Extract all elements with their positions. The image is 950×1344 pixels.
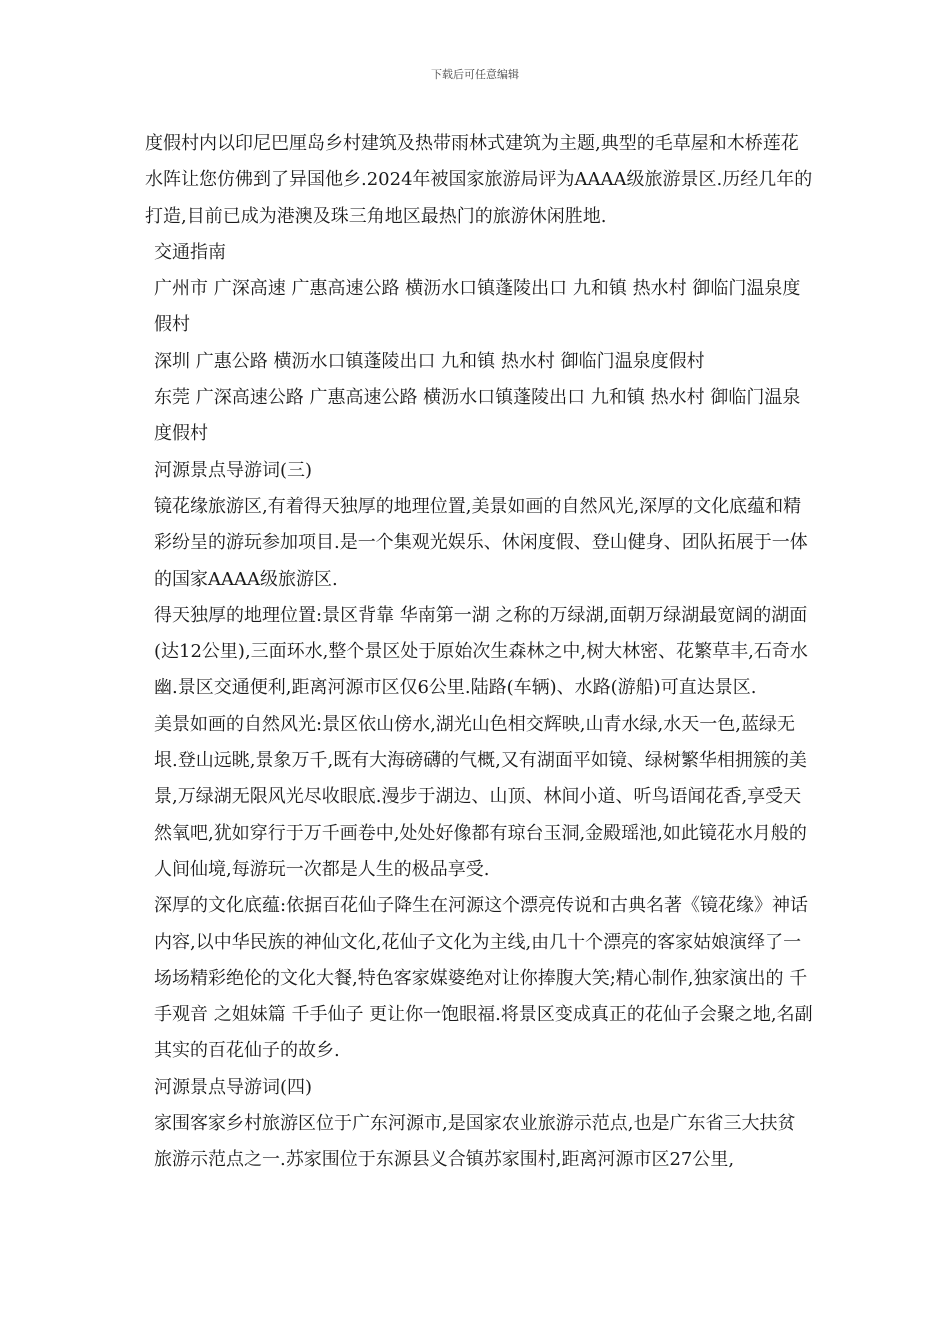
paragraph-sujiawei: 家围客家乡村旅游区位于广东河源市,是国家农业旅游示范点,也是广东省三大扶贫旅游示范点之一.苏家围位于东源县义合镇苏家围村,距离河源市区27公里, [154,1113,796,1171]
route-guangzhou: 广州市 广深高速 广惠高速公路 横沥水口镇蓬陵出口 九和镇 热水村 御临门温泉度假村 [154,278,801,336]
paragraph-location: 得天独厚的地理位置:景区背靠 华南第一湖 之称的万绿湖,面朝万绿湖最宽阔的湖面(达12公里),三面环水,整个景区处于原始次生森林之中,树大林密、花繁草丰,石奇水幽.景区交通便利,距离河源市区仅6公里.陆路(车辆)、水路(游船)可直达景区. [154,604,808,699]
paragraph-jinghuayuan-intro: 镜花缘旅游区,有着得天独厚的地理位置,美景如画的自然风光,深厚的文化底蕴和精彩纷呈的游玩参加项目.是一个集观光娱乐、休闲度假、登山健身、团队拓展于一体的国家AAAA级旅游区. [154,495,808,590]
heading-section-three: 河源景点导游词(三) [154,459,313,481]
route-dongguan: 东莞 广深高速公路 广惠高速公路 横沥水口镇蓬陵出口 九和镇 热水村 御临门温泉度假村 [154,387,801,445]
heading-section-four: 河源景点导游词(四) [154,1076,313,1098]
paragraph-scenery: 美景如画的自然风光:景区依山傍水,湖光山色相交辉映,山青水绿,水天一色,蓝绿无垠.登山远眺,景象万千,既有大海磅礴的气概,又有湖面平如镜、绿树繁华相拥簇的美景,万绿湖无限风光尽收眼底.漫步于湖边、山顶、林间小道、听鸟语闻花香,享受天然氧吧,犹如穿行于万千画卷中,处处好像都有琼台玉洞,金殿瑶池,如此镜花水月般的人间仙境,每游玩一次都是人生的极品享受. [154,713,807,880]
paragraph-resort-intro: 度假村内以印尼巴厘岛乡村建筑及热带雨林式建筑为主题,典型的毛草屋和木桥莲花水阵让您仿佛到了异国他乡.2024年被国家旅游局评为AAAA级旅游景区.历经几年的打造,目前已成为港澳及珠三角地区最热门的旅游休闲胜地. [145,133,813,227]
document-body [145,126,813,1179]
route-shenzhen: 深圳 广惠公路 横沥水口镇蓬陵出口 九和镇 热水村 御临门温泉度假村 [154,350,705,372]
heading-transport-guide: 交通指南 [154,241,226,263]
paragraph-culture: 深厚的文化底蕴:依据百花仙子降生在河源这个漂亮传说和古典名著《镜花缘》神话内容,以中华民族的神仙文化,花仙子文化为主线,由几十个漂亮的客家姑娘演绎了一场场精彩绝伦的文化大餐,特色客家媒婆绝对让你捧腹大笑;精心制作,独家演出的 千手观音 之姐妹篇 千手仙子 更让你一饱眼福.将景区变成真正的花仙子会聚之地,名副其实的百花仙子的故乡. [154,895,813,1062]
page-header: 下载后可任意编辑 [431,68,519,81]
